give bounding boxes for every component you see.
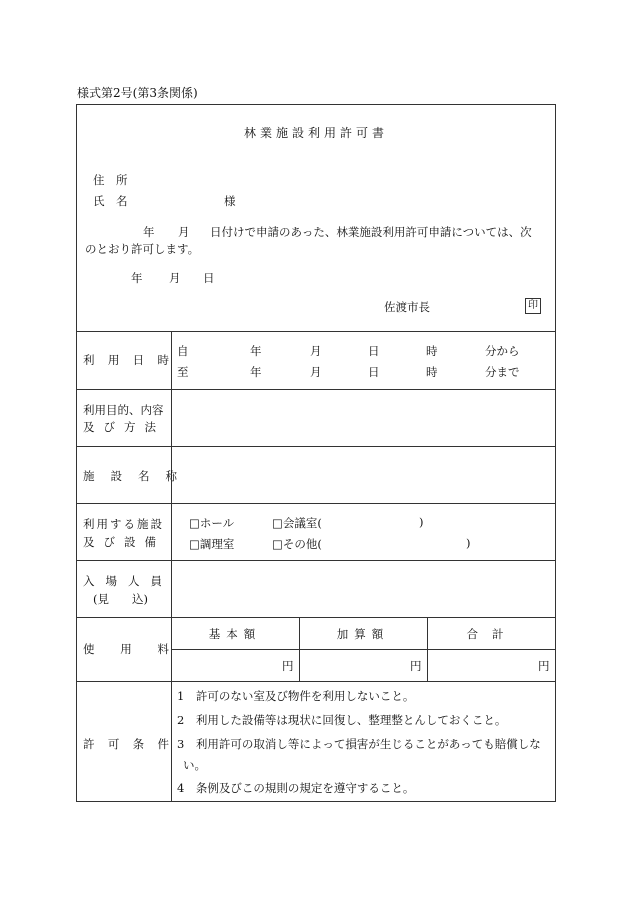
body-month: 月	[178, 225, 190, 239]
condition-item: 2 利用した設備等は現状に回復し、整理整とんしておくこと。	[177, 713, 507, 727]
condition-item: 3 利用許可の取消し等によって損害が生じることがあっても賠償しな	[177, 737, 541, 751]
to-hour: 時	[426, 365, 438, 379]
purpose-label-line2: 及び方法	[83, 420, 165, 434]
divider	[77, 560, 555, 561]
form-title: 林業施設利用許可書	[243, 126, 388, 140]
fee-base-unit: 円	[282, 659, 294, 673]
fee-total-unit: 円	[538, 659, 550, 673]
facility-name-label: 施設名称	[83, 469, 193, 483]
meeting-room-checkbox[interactable]: □会議室(	[272, 516, 322, 530]
condition-item: 1 許可のない室及び物件を利用しないこと。	[177, 689, 415, 703]
from-minute: 分から	[485, 344, 520, 358]
purpose-label-line1: 利用目的、内容	[83, 403, 164, 417]
fee-label	[83, 641, 169, 657]
to-prefix: 至	[177, 365, 189, 379]
attendees-label-line2: (見 込)	[93, 592, 148, 606]
conditions-label-char: 条	[132, 737, 145, 751]
divider	[77, 503, 555, 504]
conditions-label	[83, 736, 169, 752]
name-label: 氏 名	[93, 194, 128, 208]
form-number: 様式第2号(第3条関係)	[77, 86, 198, 100]
date-month: 月	[169, 271, 181, 285]
attendees-label-line1: 入場人員	[83, 574, 173, 588]
body-year: 年	[143, 225, 155, 239]
from-year: 年	[250, 344, 262, 358]
to-month: 月	[310, 365, 322, 379]
fee-header-total: 合計	[466, 627, 518, 641]
conditions-label-char: 許	[83, 737, 95, 751]
divider	[77, 681, 555, 682]
from-prefix: 自	[177, 344, 189, 358]
divider	[77, 389, 555, 390]
fee-header-additional: 加算額	[336, 627, 390, 641]
permit-form	[76, 104, 556, 802]
divider	[77, 446, 555, 447]
datetime-label-char: 利	[83, 353, 95, 367]
from-month: 月	[310, 344, 322, 358]
honorific: 様	[224, 194, 236, 208]
fee-header-base: 基本額	[208, 627, 262, 641]
condition-item: 4 条例及びこの規則の規定を遵守すること。	[177, 781, 415, 795]
cooking-room-checkbox[interactable]: □調理室	[189, 537, 235, 551]
other-close: )	[466, 536, 471, 550]
date-day: 日	[203, 271, 215, 285]
from-hour: 時	[426, 344, 438, 358]
hall-checkbox[interactable]: □ホール	[189, 516, 235, 530]
to-minute: 分まで	[485, 365, 520, 379]
datetime-label	[83, 352, 169, 368]
meeting-room-close: )	[419, 515, 424, 529]
date-year: 年	[131, 271, 143, 285]
datetime-label-char: 日	[132, 353, 145, 367]
datetime-label-char: 用	[107, 353, 120, 367]
address-label: 住 所	[93, 173, 128, 187]
to-day: 日	[368, 365, 380, 379]
facilities-label-line2: 及び設備	[83, 535, 165, 549]
to-year: 年	[250, 365, 262, 379]
divider	[77, 617, 555, 618]
fee-additional-unit: 円	[410, 659, 422, 673]
divider	[77, 331, 555, 332]
facilities-label-line1: 利用する施設	[83, 517, 164, 531]
mayor-title: 佐渡市長	[384, 300, 430, 314]
fee-label-char: 料	[157, 642, 169, 656]
fee-divider	[171, 649, 555, 650]
from-day: 日	[368, 344, 380, 358]
conditions-label-char: 可	[107, 737, 120, 751]
other-checkbox[interactable]: □その他(	[272, 537, 322, 551]
body-text-line2: のとおり許可します。	[85, 242, 200, 256]
body-text-line1: 日付けで申請のあった、林業施設利用許可申請については、次	[210, 225, 532, 239]
seal-mark: 印	[525, 298, 541, 314]
datetime-label-char: 時	[157, 353, 169, 367]
fee-label-char: 用	[120, 642, 132, 656]
conditions-label-char: 件	[157, 737, 169, 751]
fee-label-char: 使	[83, 642, 95, 656]
condition-item-continued: い。	[183, 758, 206, 772]
label-column-rule	[171, 331, 172, 802]
